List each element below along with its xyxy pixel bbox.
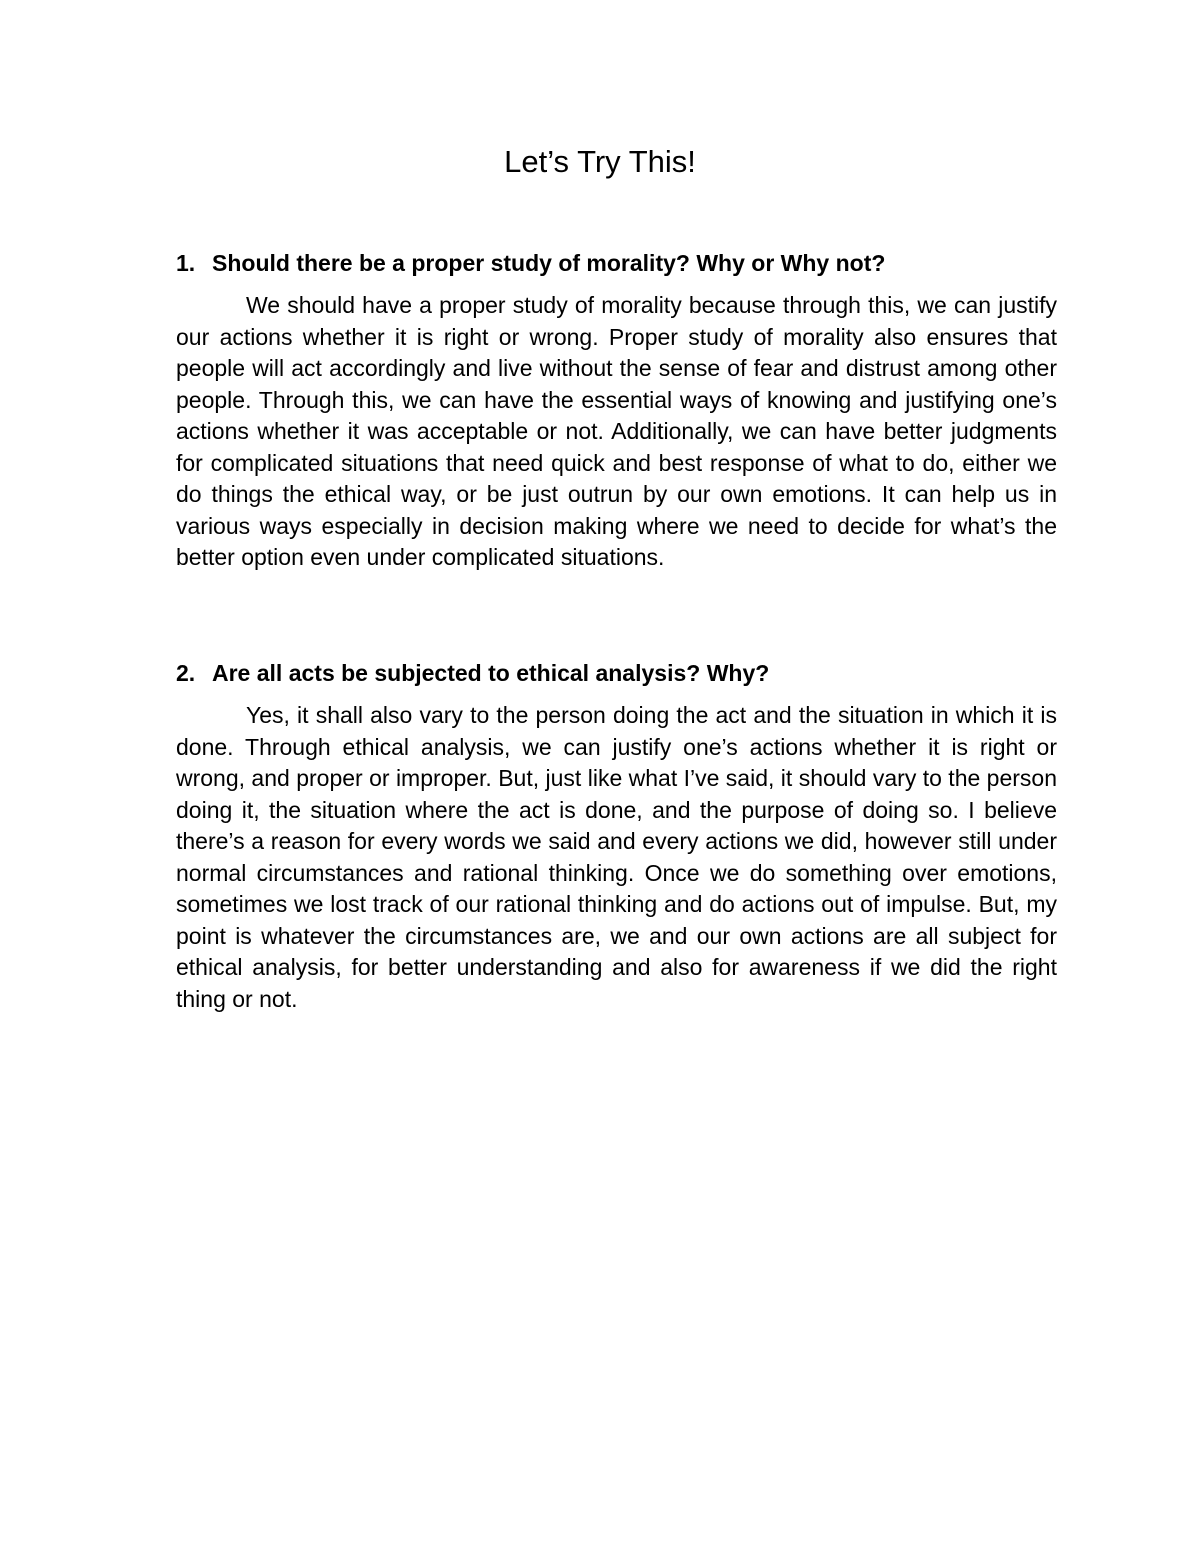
question-block-2 [176,658,1057,1015]
answer-paragraph: We should have a proper study of morality because through this, we can justify our actions whether it is right or wrong. Proper study of morality also ensures that people will act accordingly and live without the sense of fear and distrust among other people. Through this, we can have the essential ways of knowing and justifying one’s actions whether it was acceptable or not. Additionally, we can have better judgments for complicated situations that need quick and best response of what to do, either we do things the ethical way, or be just outrun by our own emotions. It can help us in various ways especially in decision making where we need to decide for what’s the better option even under complicated situations. [176,292,1057,570]
page-title: Let’s Try This! [504,144,696,179]
answer-paragraph: Yes, it shall also vary to the person doing the act and the situation in which it is done. Through ethical analysis, we can justify one’s actions whether it is right or wrong, and proper or improper. But, just like what I’ve said, it should vary to the person doing it, the situation where the act is done, and the purpose of doing so. I believe there’s a reason for every words we said and every actions we did, however still under normal circumstances and rational thinking. Once we do something over emotions, sometimes we lost track of our rational thinking and do actions out of impulse. But, my point is whatever the circumstances are, we and our own actions are all subject for ethical analysis, for better understanding and also for awareness if we did the right thing or not. [176,702,1057,1012]
question-text: Should there be a proper study of morality? Why or Why not? [212,250,886,276]
question-number: 1. [176,250,196,276]
question-heading [176,658,1057,688]
question-number: 2. [176,660,196,686]
question-block-1 [176,248,1057,574]
question-text: Are all acts be subjected to ethical analysis? Why? [212,660,770,686]
question-heading [176,248,1057,278]
